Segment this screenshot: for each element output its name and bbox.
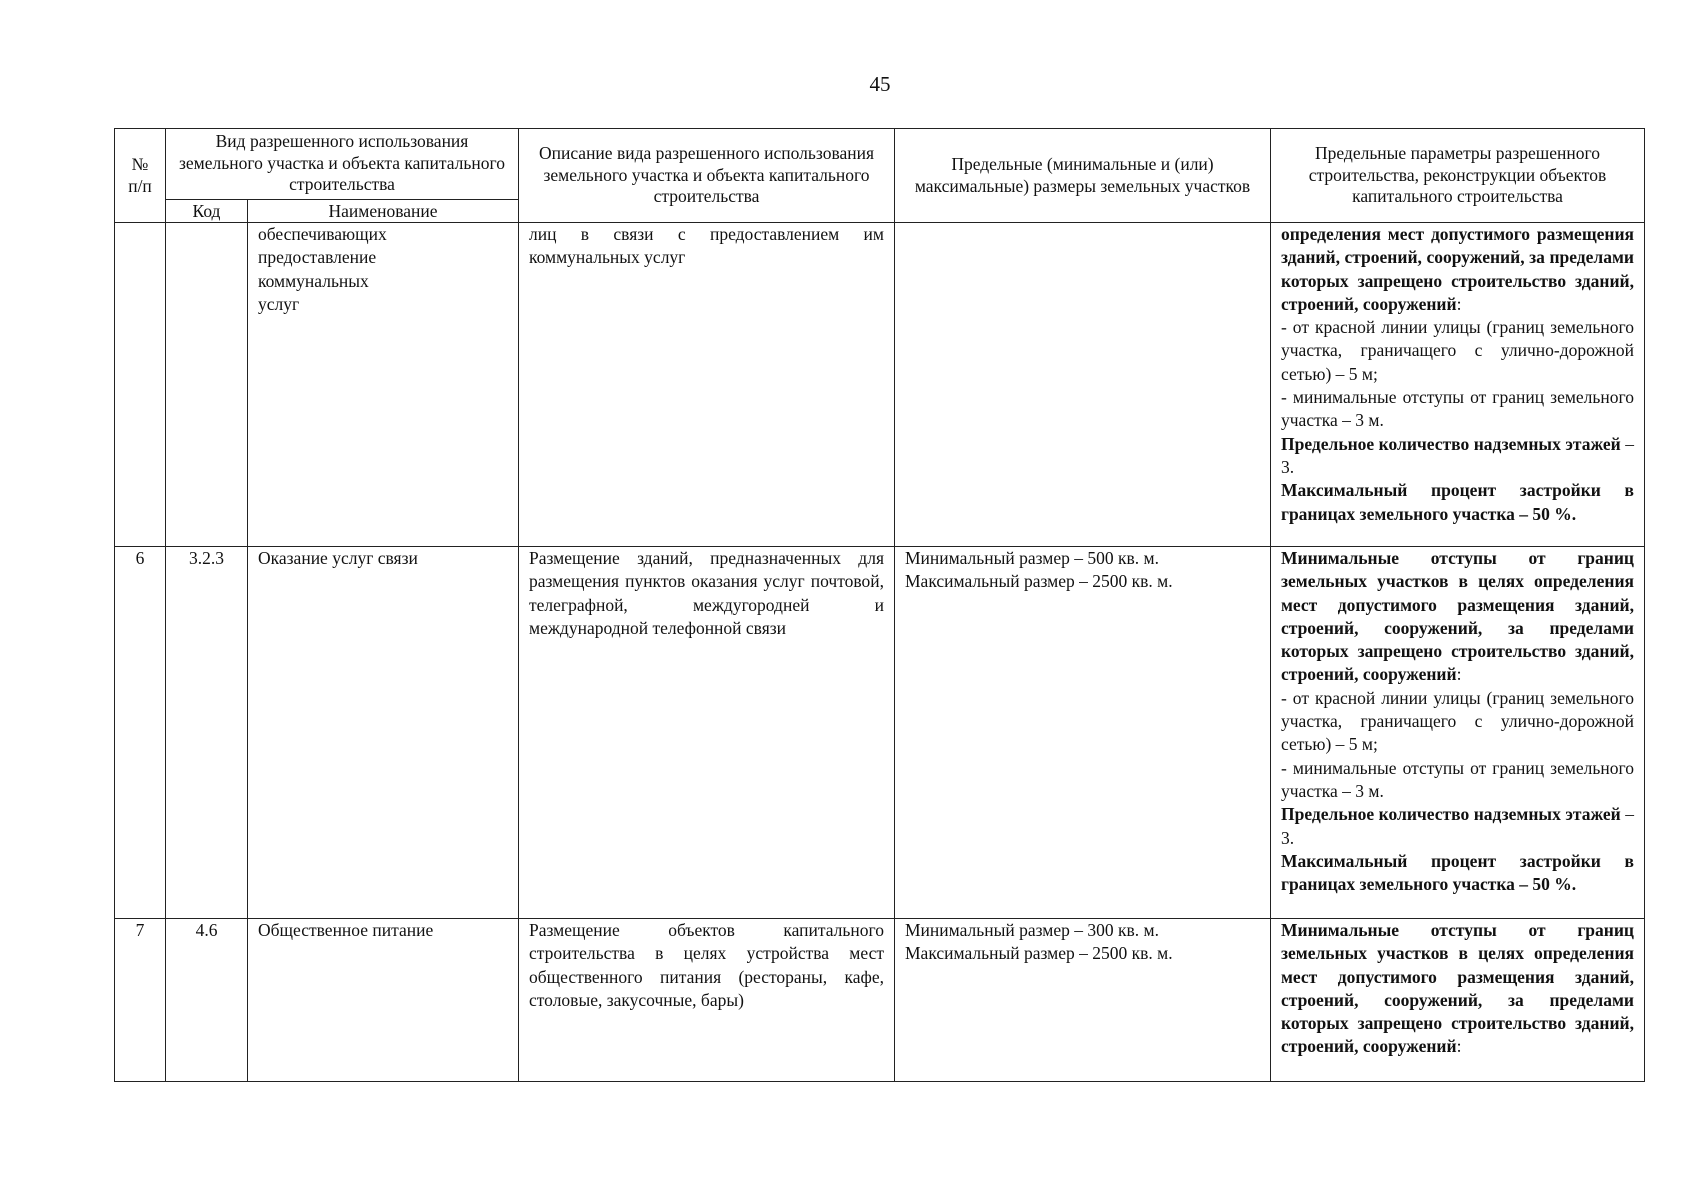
setback-red-line: - от красной линии улицы (границ земельного участка, граничащего с улично-дорожной сетью) – 5 м; (1281, 687, 1634, 755)
table-row (115, 919, 1645, 1082)
header-num: № п/п (115, 129, 166, 223)
table-row (115, 223, 1645, 547)
row-params: определения мест допустимого размещения зданий, строений, сооружений, за пределами которых запрещено строительство зданий, строений, сооружений: - от красной линии улицы (границ земельного участка, граничащего с улично-дорожной сетью) – 5 м; - минимальные отступы от границ земельного участка – 3 м. Предельное количество надземных этажей – 3. Максимальный процент застройки в границах земельного участка – 50 %. (1271, 223, 1645, 547)
row-name: Оказание услуг связи (248, 547, 519, 919)
row-code: 3.2.3 (166, 547, 248, 919)
floors-value: – 3. (1281, 433, 1635, 477)
header-name: Наименование (248, 200, 519, 223)
header-vid-group: Вид разрешенного использования земельного участка и объекта капитального строительства (166, 129, 519, 200)
land-use-table (114, 128, 1645, 1082)
header-code: Код (166, 200, 248, 223)
row-num (115, 223, 166, 547)
page-number: 45 (869, 72, 891, 96)
size-max: Максимальный размер – 2500 кв. м. (905, 943, 1173, 964)
floors-title: Предельное количество надземных этажей (1281, 433, 1621, 454)
row-num: 7 (115, 919, 166, 1082)
row-description: лиц в связи с предоставлением им коммунальных услуг (519, 223, 895, 547)
setbacks-title: определения мест допустимого размещения зданий, строений, сооружений, за пределами которых запрещено строительство зданий, строений, сооружений (1281, 224, 1634, 314)
row-name: Общественное питание (248, 919, 519, 1082)
header-params: Предельные параметры разрешенного строительства, реконструкции объектов капитального строительства (1271, 129, 1645, 223)
setback-min: - минимальные отступы от границ земельного участка – 3 м. (1281, 387, 1634, 431)
size-min: Минимальный размер – 300 кв. м. (905, 920, 1159, 940)
row-num: 6 (115, 547, 166, 919)
setbacks-title: Минимальные отступы от границ земельных участков в целях определения мест допустимого размещения зданий, строений, сооружений, за пределами которых запрещено строительство зданий, строений, сооружений (1281, 548, 1634, 685)
header-sizes: Предельные (минимальные и (или) максимальные) размеры земельных участков (895, 129, 1271, 223)
coverage-title: Максимальный процент застройки в границах земельного участка (1281, 850, 1634, 895)
coverage-value: – 50 %. (1514, 503, 1577, 524)
row-sizes (895, 919, 1271, 1082)
floors-title: Предельное количество надземных этажей (1281, 804, 1621, 825)
row-params: Минимальные отступы от границ земельных участков в целях определения мест допустимого размещения зданий, строений, сооружений, за пределами которых запрещено строительство зданий, строений, сооружений: (1271, 919, 1645, 1082)
coverage-value: – 50 %. (1514, 874, 1577, 895)
setback-red-line: - от красной линии улицы (границ земельного участка, граничащего с улично-дорожной сетью) – 5 м; (1281, 317, 1634, 384)
row-sizes (895, 547, 1271, 919)
header-description: Описание вида разрешенного использования земельного участка и объекта капитального строительства (519, 129, 895, 223)
setbacks-title: Минимальные отступы от границ земельных участков в целях определения мест допустимого размещения зданий, строений, сооружений, за пределами которых запрещено строительство зданий, строений, сооружений (1281, 920, 1634, 1057)
table-header (115, 129, 1645, 223)
setback-min: - минимальные отступы от границ земельного участка – 3 м. (1281, 757, 1634, 801)
table-row (115, 547, 1645, 919)
row-params: Минимальные отступы от границ земельных участков в целях определения мест допустимого размещения зданий, строений, сооружений, за пределами которых запрещено строительство зданий, строений, сооружений: - от красной линии улицы (границ земельного участка, граничащего с улично-дорожной сетью) – 5 м; - минимальные отступы от границ земельного участка – 3 м. Предельное количество надземных этажей – 3. Максимальный процент застройки в границах земельного участка – 50 %. (1271, 547, 1645, 919)
row-name: обеспечивающих предоставление коммунальных услуг (248, 223, 519, 547)
size-min: Минимальный размер – 500 кв. м. (905, 548, 1159, 568)
coverage-title: Максимальный процент застройки в границах земельного участка (1281, 480, 1634, 524)
row-description: Размещение объектов капитального строительства в целях устройства мест общественного питания (рестораны, кафе, столовые, закусочные, бары) (519, 919, 895, 1082)
row-code (166, 223, 248, 547)
size-max: Максимальный размер – 2500 кв. м. (905, 571, 1173, 592)
row-description: Размещение зданий, предназначенных для размещения пунктов оказания услуг почтовой, телеграфной, междугородней и международной телефонной связи (519, 547, 895, 919)
row-code: 4.6 (166, 919, 248, 1082)
floors-value: – 3. (1281, 804, 1635, 848)
row-sizes (895, 223, 1271, 547)
